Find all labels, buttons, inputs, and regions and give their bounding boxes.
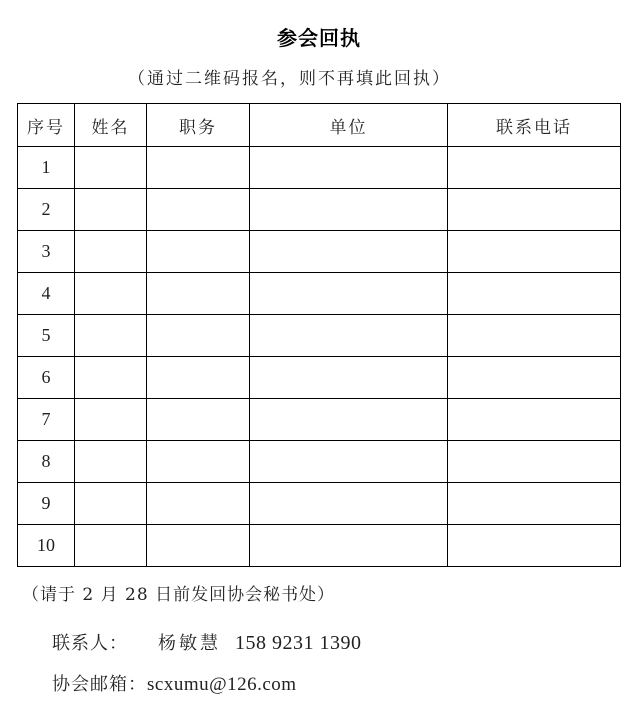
cell-position[interactable] bbox=[147, 231, 250, 273]
cell-position[interactable] bbox=[147, 525, 250, 567]
cell-index: 1 bbox=[18, 147, 75, 189]
table-header-row bbox=[18, 104, 621, 147]
cell-name[interactable] bbox=[75, 315, 147, 357]
cell-name[interactable] bbox=[75, 441, 147, 483]
cell-phone[interactable] bbox=[448, 231, 621, 273]
cell-index: 8 bbox=[18, 441, 75, 483]
table-row bbox=[18, 315, 621, 357]
table-row bbox=[18, 231, 621, 273]
contact-label: 联系人： bbox=[52, 633, 128, 654]
subtitle-note: （通过二维码报名，则不再填此回执） bbox=[128, 69, 451, 89]
cell-name[interactable] bbox=[75, 273, 147, 315]
cell-phone[interactable] bbox=[448, 399, 621, 441]
header-position: 职务 bbox=[147, 104, 250, 147]
cell-phone[interactable] bbox=[448, 189, 621, 231]
cell-phone[interactable] bbox=[448, 273, 621, 315]
page-title: 参会回执 bbox=[277, 26, 361, 50]
contact-name: 杨敏慧 bbox=[158, 633, 221, 654]
email-line bbox=[52, 670, 297, 696]
cell-organization[interactable] bbox=[250, 231, 448, 273]
cell-name[interactable] bbox=[75, 399, 147, 441]
table-row bbox=[18, 273, 621, 315]
table-row bbox=[18, 399, 621, 441]
cell-organization[interactable] bbox=[250, 147, 448, 189]
table-row bbox=[18, 441, 621, 483]
cell-index: 6 bbox=[18, 357, 75, 399]
cell-position[interactable] bbox=[147, 441, 250, 483]
table-row bbox=[18, 483, 621, 525]
cell-index: 10 bbox=[18, 525, 75, 567]
cell-phone[interactable] bbox=[448, 357, 621, 399]
cell-organization[interactable] bbox=[250, 357, 448, 399]
contact-line bbox=[52, 629, 362, 655]
cell-index: 5 bbox=[18, 315, 75, 357]
cell-organization[interactable] bbox=[250, 399, 448, 441]
cell-index: 4 bbox=[18, 273, 75, 315]
cell-index: 2 bbox=[18, 189, 75, 231]
cell-organization[interactable] bbox=[250, 483, 448, 525]
cell-name[interactable] bbox=[75, 231, 147, 273]
cell-phone[interactable] bbox=[448, 315, 621, 357]
cell-index: 3 bbox=[18, 231, 75, 273]
cell-phone[interactable] bbox=[448, 147, 621, 189]
deadline-note: （请于 2 月 28 日前发回协会秘书处） bbox=[22, 585, 336, 605]
email-label: 协会邮箱： bbox=[52, 674, 147, 695]
cell-name[interactable] bbox=[75, 483, 147, 525]
cell-position[interactable] bbox=[147, 399, 250, 441]
cell-position[interactable] bbox=[147, 147, 250, 189]
table-row bbox=[18, 189, 621, 231]
cell-name[interactable] bbox=[75, 189, 147, 231]
cell-index: 7 bbox=[18, 399, 75, 441]
cell-phone[interactable] bbox=[448, 441, 621, 483]
header-index: 序号 bbox=[18, 104, 75, 147]
contact-phone: 158 9231 1390 bbox=[235, 632, 362, 654]
cell-organization[interactable] bbox=[250, 189, 448, 231]
email-address: scxumu@126.com bbox=[147, 674, 297, 695]
cell-position[interactable] bbox=[147, 189, 250, 231]
table-row bbox=[18, 525, 621, 567]
table-row bbox=[18, 357, 621, 399]
table-row bbox=[18, 147, 621, 189]
header-name: 姓名 bbox=[75, 104, 147, 147]
cell-name[interactable] bbox=[75, 147, 147, 189]
cell-organization[interactable] bbox=[250, 315, 448, 357]
header-organization: 单位 bbox=[250, 104, 448, 147]
cell-index: 9 bbox=[18, 483, 75, 525]
cell-position[interactable] bbox=[147, 483, 250, 525]
cell-phone[interactable] bbox=[448, 525, 621, 567]
header-phone: 联系电话 bbox=[448, 104, 621, 147]
cell-organization[interactable] bbox=[250, 525, 448, 567]
cell-name[interactable] bbox=[75, 525, 147, 567]
cell-position[interactable] bbox=[147, 315, 250, 357]
cell-position[interactable] bbox=[147, 273, 250, 315]
cell-position[interactable] bbox=[147, 357, 250, 399]
cell-phone[interactable] bbox=[448, 483, 621, 525]
cell-organization[interactable] bbox=[250, 441, 448, 483]
registration-table bbox=[17, 103, 621, 567]
cell-organization[interactable] bbox=[250, 273, 448, 315]
cell-name[interactable] bbox=[75, 357, 147, 399]
